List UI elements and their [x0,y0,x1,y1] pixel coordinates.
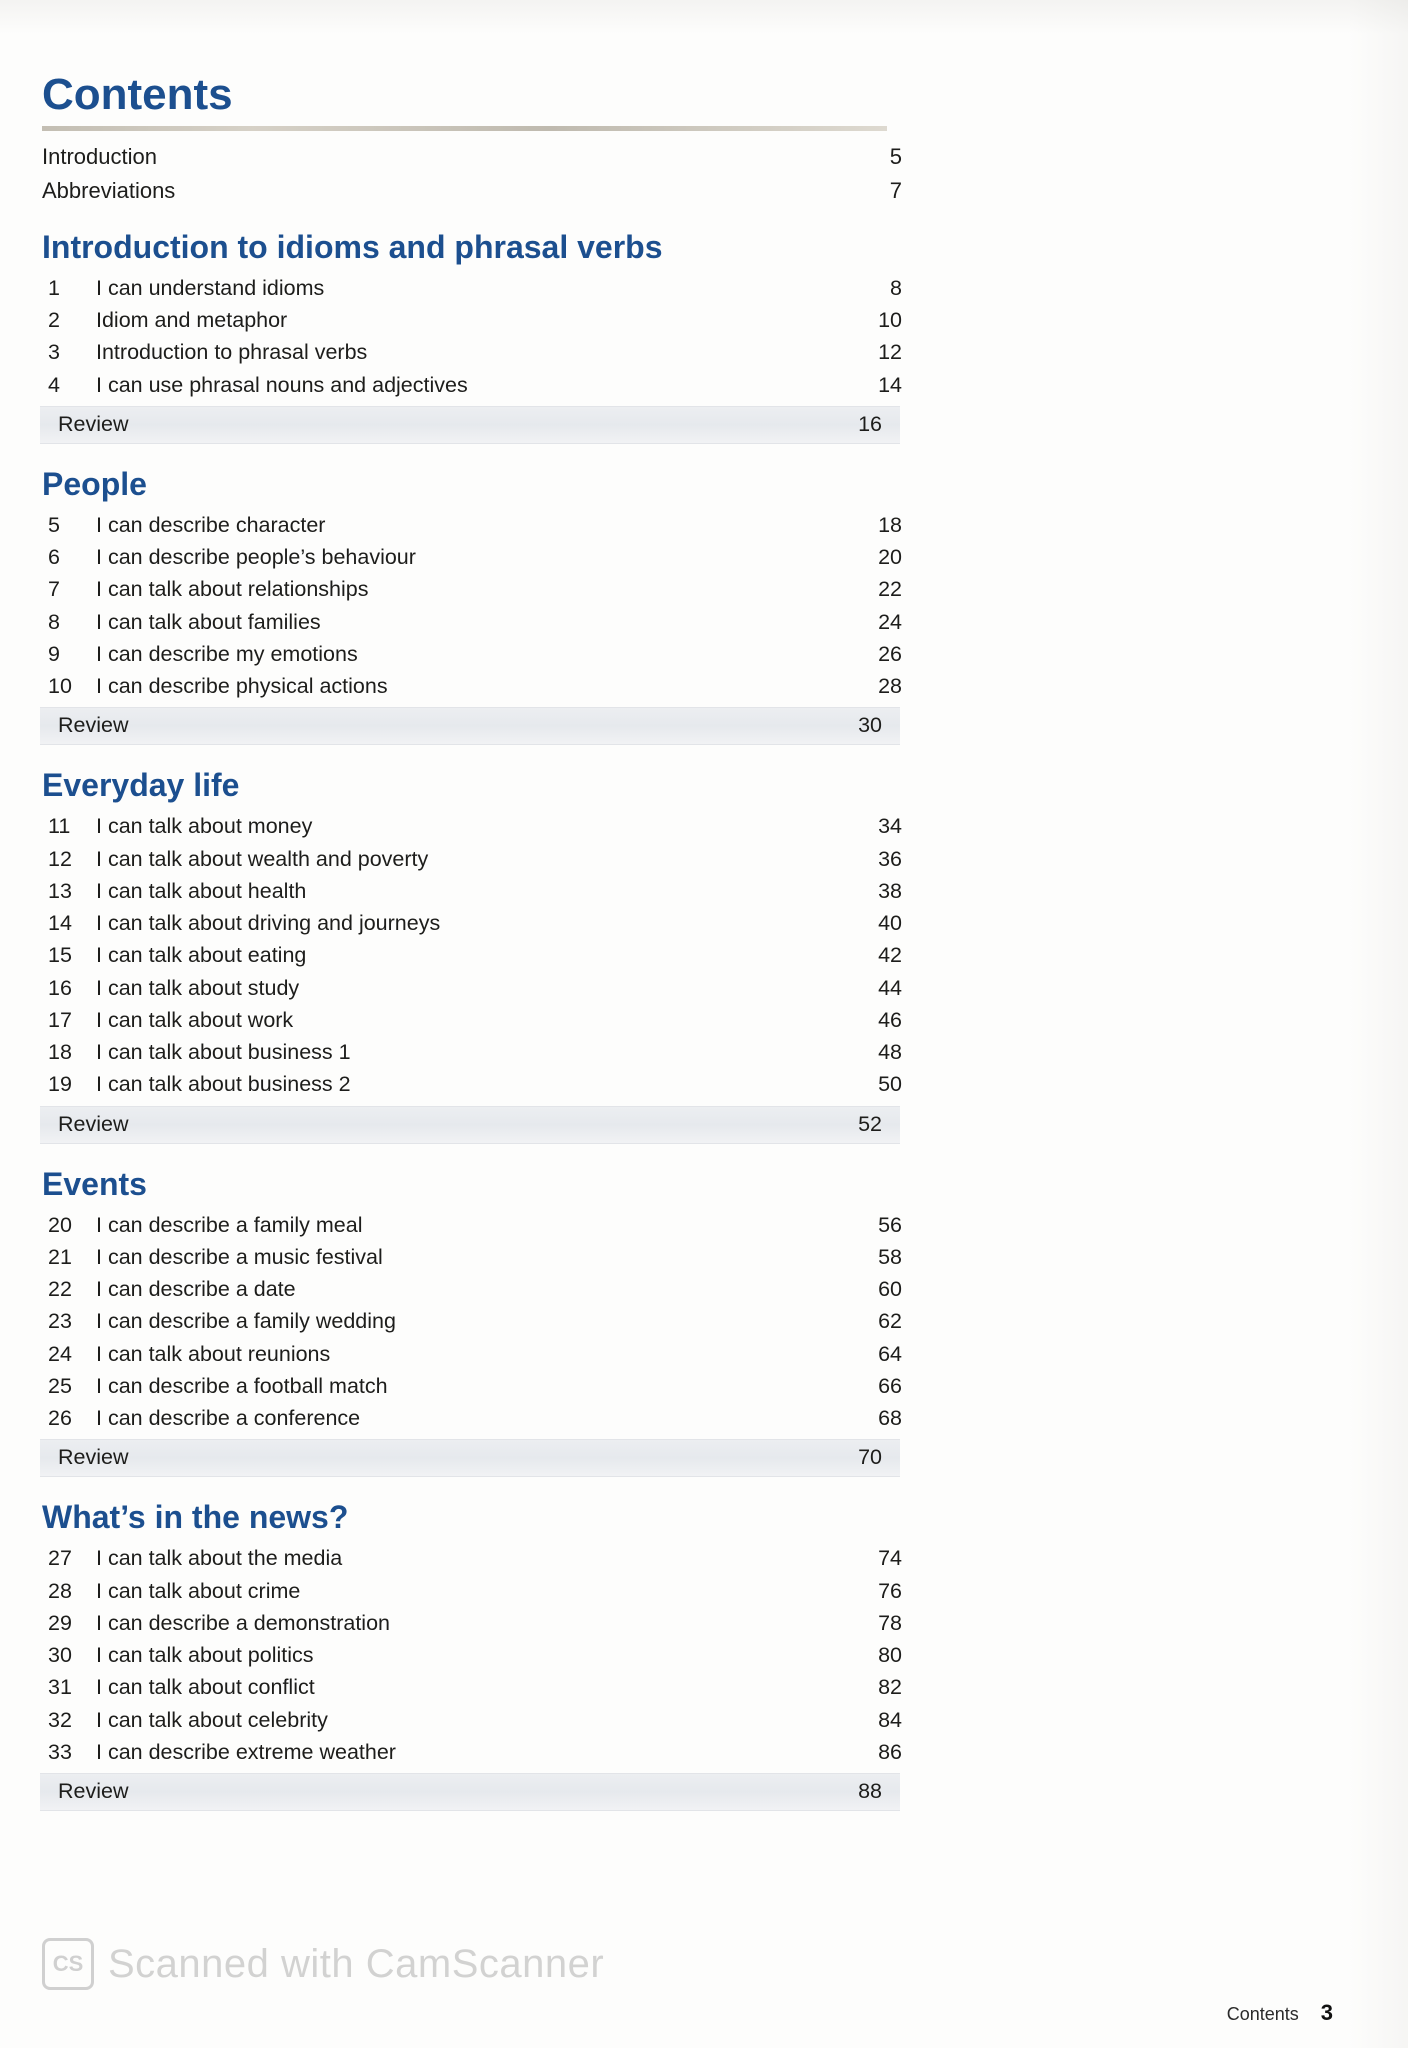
section-heading: What’s in the news? [42,1499,349,1536]
toc-review-row[interactable] [40,1106,900,1144]
page-title: Contents [42,70,233,119]
unit-title: I can talk about relationships [96,577,369,602]
unit-page-number: 26 [878,641,902,666]
toc-unit-row[interactable] [40,875,920,907]
sections-list [40,229,920,1811]
unit-number: 6 [48,545,60,570]
unit-number: 13 [48,878,72,903]
review-page-number: 52 [858,1111,882,1136]
scan-top-shadow [0,0,1408,34]
unit-page-number: 36 [878,846,902,871]
unit-title: I can talk about the media [96,1546,343,1571]
unit-title: I can talk about health [96,878,307,903]
unit-number: 3 [48,340,60,365]
unit-number: 1 [48,275,60,300]
toc-unit-row[interactable] [40,573,920,605]
unit-number: 9 [48,641,60,666]
unit-title: I can talk about crime [96,1578,301,1603]
unit-number: 4 [48,372,60,397]
section-heading: People [42,465,147,502]
unit-page-number: 12 [878,340,902,365]
toc-section [40,1499,920,1811]
unit-page-number: 82 [878,1675,902,1700]
unit-title: I can talk about study [96,975,300,1000]
unit-title: I can talk about business 2 [96,1072,351,1097]
unit-title: I can describe people’s behaviour [96,545,416,570]
unit-page-number: 14 [878,372,902,397]
unit-number: 22 [48,1277,72,1302]
unit-page-number: 46 [878,1007,902,1032]
unit-number: 19 [48,1072,72,1097]
unit-number: 12 [48,846,72,871]
toc-unit-row[interactable] [40,810,920,842]
unit-title: I can talk about celebrity [96,1707,328,1732]
unit-title: I can describe a music festival [96,1244,383,1269]
scan-edge-shadow [1348,0,1408,2048]
unit-page-number: 80 [878,1643,902,1668]
unit-title: I can talk about driving and journeys [96,911,441,936]
unit-page-number: 68 [878,1406,902,1431]
unit-page-number: 48 [878,1040,902,1065]
unit-title: I can describe a family meal [96,1212,363,1237]
unit-number: 23 [48,1309,72,1334]
unit-title: I can talk about money [96,814,313,839]
toc-unit-row[interactable] [40,1402,920,1434]
toc-unit-row[interactable] [40,606,920,638]
toc-unit-row[interactable] [40,1036,920,1068]
unit-title: I can talk about conflict [96,1675,315,1700]
unit-page-number: 10 [878,308,902,333]
toc-unit-row[interactable] [40,541,920,573]
toc-unit-row[interactable] [40,1736,920,1768]
unit-title: I can talk about eating [96,943,307,968]
review-page-number: 30 [858,713,882,738]
title-divider [42,126,887,131]
review-page-number: 70 [858,1445,882,1470]
unit-number: 16 [48,975,72,1000]
unit-number: 11 [48,814,71,839]
toc-unit-row[interactable] [40,1273,920,1305]
camscanner-logo-icon: CS [42,1938,94,1990]
unit-page-number: 86 [878,1739,902,1764]
toc-unit-row[interactable] [40,1370,920,1402]
review-page-number: 88 [858,1779,882,1804]
unit-title: I can use phrasal nouns and adjectives [96,372,468,397]
review-label: Review [58,1111,129,1136]
unit-number: 32 [48,1707,72,1732]
review-label: Review [58,411,129,436]
unit-page-number: 60 [878,1277,902,1302]
unit-page-number: 50 [878,1072,902,1097]
front-matter-list [40,141,920,207]
footer-page-number: 3 [1320,2000,1333,2025]
unit-title: I can describe my emotions [96,641,358,666]
unit-number: 25 [48,1373,72,1398]
toc-unit-row[interactable] [40,1241,920,1273]
review-label: Review [58,713,129,738]
unit-number: 17 [48,1007,72,1032]
unit-page-number: 24 [878,609,902,634]
toc-section [40,1166,920,1478]
toc-unit-row[interactable] [40,1338,920,1370]
toc-unit-row[interactable] [40,1671,920,1703]
unit-page-number: 42 [878,943,902,968]
toc-unit-row[interactable] [40,1305,920,1337]
toc-review-row[interactable] [40,1439,900,1477]
unit-title: Introduction to phrasal verbs [96,340,368,365]
unit-page-number: 18 [878,512,902,537]
unit-title: I can talk about families [96,609,321,634]
unit-page-number: 38 [878,878,902,903]
unit-title: I can talk about wealth and poverty [96,846,429,871]
toc-section [40,767,920,1143]
toc-review-row[interactable] [40,406,900,444]
unit-number: 24 [48,1341,72,1366]
review-page-number: 16 [858,411,882,436]
front-matter-row[interactable] [42,175,920,207]
unit-page-number: 34 [878,814,902,839]
toc-unit-row[interactable] [40,1639,920,1671]
unit-title: I can describe a conference [96,1406,361,1431]
unit-title: I can describe a demonstration [96,1610,390,1635]
unit-number: 33 [48,1739,72,1764]
toc-unit-row[interactable] [40,1209,920,1241]
toc-unit-row[interactable] [40,1704,920,1736]
toc-unit-row[interactable] [40,907,920,939]
toc-unit-row[interactable] [40,1542,920,1574]
toc-unit-row[interactable] [40,369,920,401]
unit-number: 10 [48,674,72,699]
toc-unit-row[interactable] [40,1068,920,1100]
unit-page-number: 44 [878,975,902,1000]
unit-number: 8 [48,609,60,634]
front-matter-page: 5 [889,144,902,169]
unit-title: I can describe a football match [96,1373,388,1398]
unit-page-number: 78 [878,1610,902,1635]
review-label: Review [58,1445,129,1470]
unit-title: I can understand idioms [96,275,325,300]
toc-unit-row[interactable] [40,843,920,875]
table-of-contents [40,70,920,1811]
toc-unit-row[interactable] [40,272,920,304]
toc-unit-row[interactable] [40,304,920,336]
section-heading: Introduction to idioms and phrasal verbs [42,228,663,265]
unit-title: I can describe a date [96,1277,296,1302]
section-heading: Everyday life [42,767,240,804]
review-label: Review [58,1779,129,1804]
unit-number: 31 [48,1675,72,1700]
toc-unit-row[interactable] [40,670,920,702]
unit-number: 2 [48,308,60,333]
footer-section-label: Contents [1226,2004,1299,2024]
unit-number: 18 [48,1040,72,1065]
unit-number: 26 [48,1406,72,1431]
front-matter-page: 7 [889,177,902,203]
unit-page-number: 56 [878,1212,902,1237]
section-heading: Events [42,1165,147,1202]
toc-unit-row[interactable] [40,939,920,971]
unit-page-number: 22 [878,577,902,602]
toc-section [40,466,920,746]
toc-unit-row[interactable] [40,638,920,670]
toc-unit-row[interactable] [40,336,920,368]
unit-number: 21 [48,1244,72,1269]
front-matter-row[interactable] [42,141,920,173]
unit-number: 28 [48,1578,72,1603]
toc-unit-row[interactable] [40,509,920,541]
unit-number: 29 [48,1610,72,1635]
unit-page-number: 76 [878,1578,902,1603]
unit-number: 20 [48,1212,72,1237]
toc-review-row[interactable] [40,707,900,745]
unit-page-number: 8 [890,275,902,300]
front-matter-label: Abbreviations [42,177,176,203]
unit-title: I can describe extreme weather [96,1739,396,1764]
front-matter-label: Introduction [42,144,157,169]
unit-page-number: 84 [878,1707,902,1732]
unit-page-number: 62 [878,1309,902,1334]
toc-unit-row[interactable] [40,1575,920,1607]
toc-unit-row[interactable] [40,972,920,1004]
unit-title: I can describe a family wedding [96,1309,396,1334]
unit-title: I can talk about reunions [96,1341,331,1366]
unit-page-number: 58 [878,1244,902,1269]
toc-review-row[interactable] [40,1773,900,1811]
unit-page-number: 66 [878,1373,902,1398]
unit-number: 27 [48,1546,72,1571]
unit-page-number: 40 [878,911,902,936]
toc-section [40,229,920,444]
unit-page-number: 28 [878,674,902,699]
unit-number: 7 [48,577,60,602]
unit-page-number: 20 [878,545,902,570]
unit-title: I can talk about work [96,1007,294,1032]
toc-unit-row[interactable] [40,1607,920,1639]
unit-title: I can describe physical actions [96,674,388,699]
unit-title: I can talk about politics [96,1643,314,1668]
toc-unit-row[interactable] [40,1004,920,1036]
unit-page-number: 74 [878,1546,902,1571]
unit-page-number: 64 [878,1341,902,1366]
unit-number: 15 [48,943,72,968]
camscanner-watermark-text: Scanned with CamScanner [108,1941,605,1986]
unit-number: 5 [48,512,60,537]
unit-number: 30 [48,1643,72,1668]
camscanner-watermark [42,1938,604,1990]
unit-number: 14 [48,911,72,936]
unit-title: I can talk about business 1 [96,1040,351,1065]
unit-title: Idiom and metaphor [96,308,288,333]
unit-title: I can describe character [96,512,326,537]
